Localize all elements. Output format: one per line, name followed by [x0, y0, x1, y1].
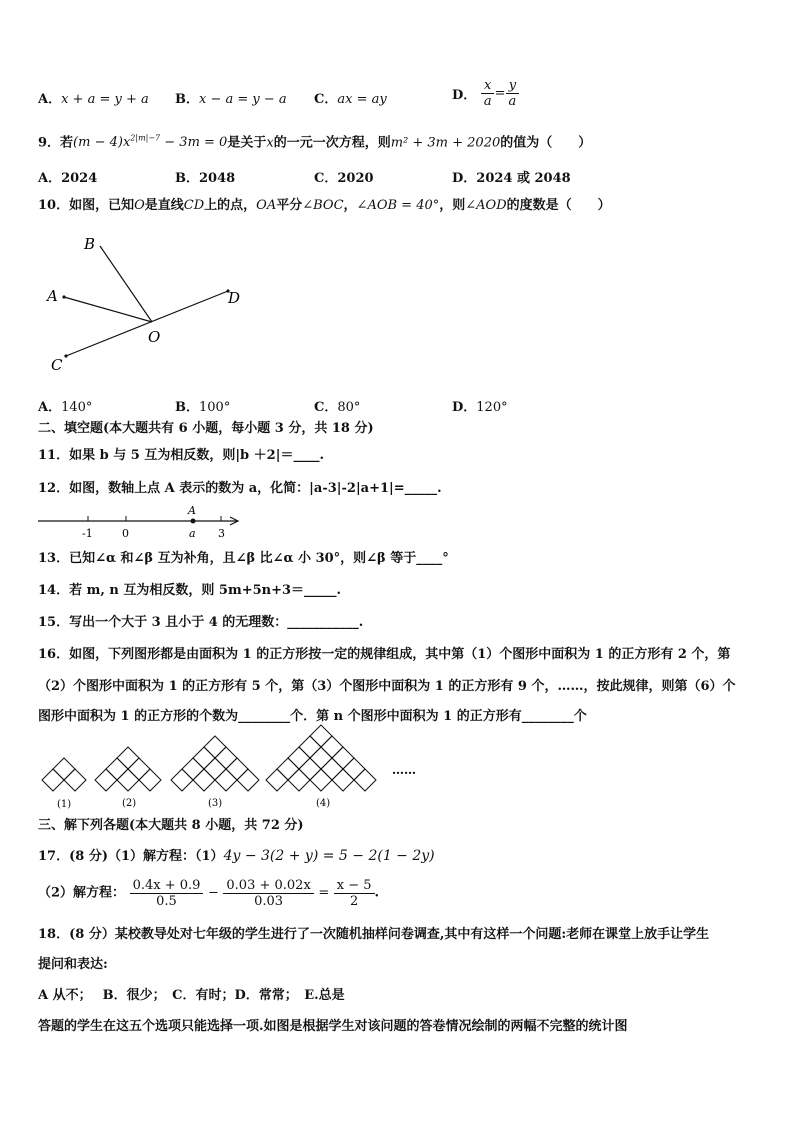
question-15: 15．写出一个大于 3 且小于 4 的无理数：___________. — [38, 615, 364, 630]
option-label: C． — [314, 92, 338, 107]
unit-square — [215, 747, 237, 769]
numerator: x — [481, 78, 494, 94]
q9-variable: x — [266, 135, 274, 151]
fraction-3 — [334, 878, 375, 909]
unit-square — [288, 747, 310, 769]
label-zero: 0 — [122, 527, 129, 540]
numerator: 0.4x + 0.9 — [130, 878, 204, 894]
pattern-figure-3 — [171, 736, 259, 791]
label-o: O — [148, 328, 161, 346]
unit-square — [332, 747, 354, 769]
question-14: 14．若 m, n 互为相反数，则 5m+5n+3＝_____. — [38, 583, 342, 598]
q10-text: 10．如图，已知 — [38, 198, 135, 213]
numerator: x − 5 — [334, 878, 375, 894]
unit-square — [354, 769, 376, 791]
label-c: C — [51, 356, 63, 374]
q9-suffix: 的值为（ ） — [500, 135, 592, 151]
question-17-part-1 — [38, 848, 435, 865]
unit-square — [215, 769, 237, 791]
q10-angle-aod: ∠AOD — [465, 198, 507, 213]
unit-square — [321, 758, 343, 780]
unit-square — [117, 747, 139, 769]
unit-square — [204, 758, 226, 780]
label-b: B — [84, 235, 96, 253]
unit-square — [310, 725, 332, 747]
minus-sign: − — [207, 885, 219, 901]
question-16-line-3: 图形中面积为 1 的正方形的个数为________个．第 n 个图形中面积为 1 的正方形有________个 — [38, 709, 587, 724]
option-label: B． — [175, 400, 199, 415]
caption-1: (1) — [57, 799, 72, 810]
caption-3: (3) — [208, 798, 223, 809]
q10-angle-boc: ∠BOC — [302, 198, 344, 213]
unit-square — [53, 758, 75, 780]
question-18-line-3: 答题的学生在这五个选项只能选择一项.如图是根据学生对该问题的答卷情况绘制的两幅不完整的统计图 — [38, 1019, 628, 1034]
unit-square — [310, 747, 332, 769]
unit-square — [299, 758, 321, 780]
option-value: 120° — [476, 400, 508, 415]
expr-base: (m − 4)x — [73, 135, 131, 151]
q9-option-d: D．2024 或 2048 — [452, 171, 571, 186]
unit-square — [226, 758, 248, 780]
pattern-figure-1 — [42, 758, 86, 791]
q9-text: 是关于 — [227, 135, 267, 151]
q17-equation-1: 4y − 3(2 + y) = 5 − 2(1 − 2y) — [223, 848, 435, 864]
pattern-figure-2 — [95, 747, 161, 791]
unit-square — [332, 769, 354, 791]
q9-prefix: 9．若 — [38, 135, 74, 151]
question-11: 11．如果 b 与 5 互为相反数，则|b ＋2|＝____. — [38, 448, 324, 463]
unit-square — [95, 769, 117, 791]
q10-text: ， — [343, 198, 357, 213]
denominator: a — [508, 94, 517, 109]
unit-square — [299, 736, 321, 758]
caption-2: (2) — [122, 798, 137, 809]
unit-square — [266, 769, 288, 791]
section-3-heading: 三、解下列各题(本大题共 8 小题，共 72 分) — [38, 818, 304, 833]
option-label: A． — [38, 92, 62, 107]
question-18-line-1: 18．(8 分）某校教导处对七年级的学生进行了一次随机抽样问卷调查,其中有这样一个问题:老师在课堂上放手让学生 — [38, 927, 710, 942]
unit-square — [193, 769, 215, 791]
equals-sign: = — [318, 885, 330, 901]
question-12: 12．如图，数轴上点 A 表示的数为 a，化简：|a-3|-2|a+1|=_____. — [38, 481, 442, 496]
q9-text-2: 的一元一次方程，则 — [273, 135, 391, 151]
unit-square — [139, 769, 161, 791]
equals-sign: = — [494, 86, 506, 101]
label-a: a — [189, 527, 196, 540]
option-value: 140° — [61, 400, 93, 415]
unit-square — [182, 758, 204, 780]
question-18-options: A 从不； B．很少； C．有时；D．常常； E.总是 — [38, 988, 345, 1003]
math-expression: x − a = y − a — [199, 92, 287, 107]
label-a: A — [47, 287, 58, 305]
unit-square — [288, 769, 310, 791]
question-16-line-1: 16．如图，下列图形都是由面积为 1 的正方形按一定的规律组成，其中第（1）个图形中面积为 1 的正方形有 2 个，第 — [38, 647, 731, 662]
denominator: 0.5 — [156, 894, 177, 909]
pattern-figure-4 — [266, 725, 376, 791]
caption-4: (4) — [316, 798, 331, 809]
label-three: 3 — [218, 527, 225, 540]
expr-exponent: 2|m|−7 — [130, 134, 161, 143]
ellipsis: …… — [392, 763, 416, 777]
q10-ray-oa: OA — [256, 198, 277, 213]
label-minus-1: -1 — [82, 527, 93, 540]
q9-option-a: A．2024 — [38, 171, 98, 186]
q10-text: 上的点， — [204, 198, 257, 213]
unit-square — [277, 758, 299, 780]
option-label: B． — [175, 92, 199, 107]
option-label: C． — [314, 400, 338, 415]
unit-square — [204, 736, 226, 758]
q10-text: 平分 — [276, 198, 303, 213]
math-expression: x + a = y + a — [61, 92, 149, 107]
unit-square — [171, 769, 193, 791]
option-label: D． — [452, 88, 477, 103]
denominator: 0.03 — [254, 894, 284, 909]
q9-option-b: B．2048 — [175, 171, 236, 186]
unit-square — [321, 736, 343, 758]
period: . — [374, 885, 380, 901]
option-value: 80° — [337, 400, 361, 415]
unit-square — [237, 769, 259, 791]
unit-square — [64, 769, 86, 791]
unit-square — [310, 769, 332, 791]
expr-rest: − 3m = 0 — [160, 135, 228, 151]
q10-text: ，则 — [439, 198, 466, 213]
option-value: 100° — [199, 400, 231, 415]
q17-prefix-2: （2）解方程： — [38, 885, 126, 901]
unit-square — [343, 758, 365, 780]
numerator: y — [506, 78, 519, 94]
unit-square — [193, 747, 215, 769]
question-13: 13．已知∠α 和∠β 互为补角，且∠β 比∠α 小 30°，则∠β 等于____° — [38, 551, 449, 566]
q10-line-cd: CD — [183, 198, 205, 213]
option-label: A． — [38, 400, 62, 415]
question-17-part-2 — [38, 878, 379, 909]
fraction-1 — [130, 878, 204, 909]
q10-text: 是直线 — [144, 198, 184, 213]
label-point-a: A — [188, 504, 196, 517]
q10-point-o: O — [134, 198, 145, 213]
question-16-line-2: （2）个图形中面积为 1 的正方形有 5 个，第（3）个图形中面积为 1 的正方形有 9 个，……，按此规律，则第（6）个 — [38, 679, 736, 694]
denominator: 2 — [349, 894, 359, 909]
q9-expression-2: m² + 3m + 2020 — [390, 135, 501, 151]
denominator: a — [483, 94, 492, 109]
q17-prefix: 17．(8 分)（1）解方程：（1） — [38, 849, 224, 864]
q9-option-c: C．2020 — [314, 171, 374, 186]
question-18-line-2: 提问和表达: — [38, 957, 108, 972]
section-2-heading: 二、填空题(本大题共有 6 小题，每小题 3 分，共 18 分) — [38, 421, 374, 436]
numerator: 0.03 + 0.02x — [223, 878, 313, 894]
fraction-2 — [223, 878, 313, 909]
label-d: D — [228, 289, 241, 307]
unit-square — [106, 758, 128, 780]
q10-text: 的度数是（ ） — [506, 198, 611, 213]
unit-square — [117, 769, 139, 791]
option-label: D． — [452, 400, 477, 415]
math-expression: ax = ay — [337, 92, 387, 107]
unit-square — [42, 769, 64, 791]
q10-angle-aob: ∠AOB = 40° — [356, 198, 440, 213]
unit-square — [128, 758, 150, 780]
